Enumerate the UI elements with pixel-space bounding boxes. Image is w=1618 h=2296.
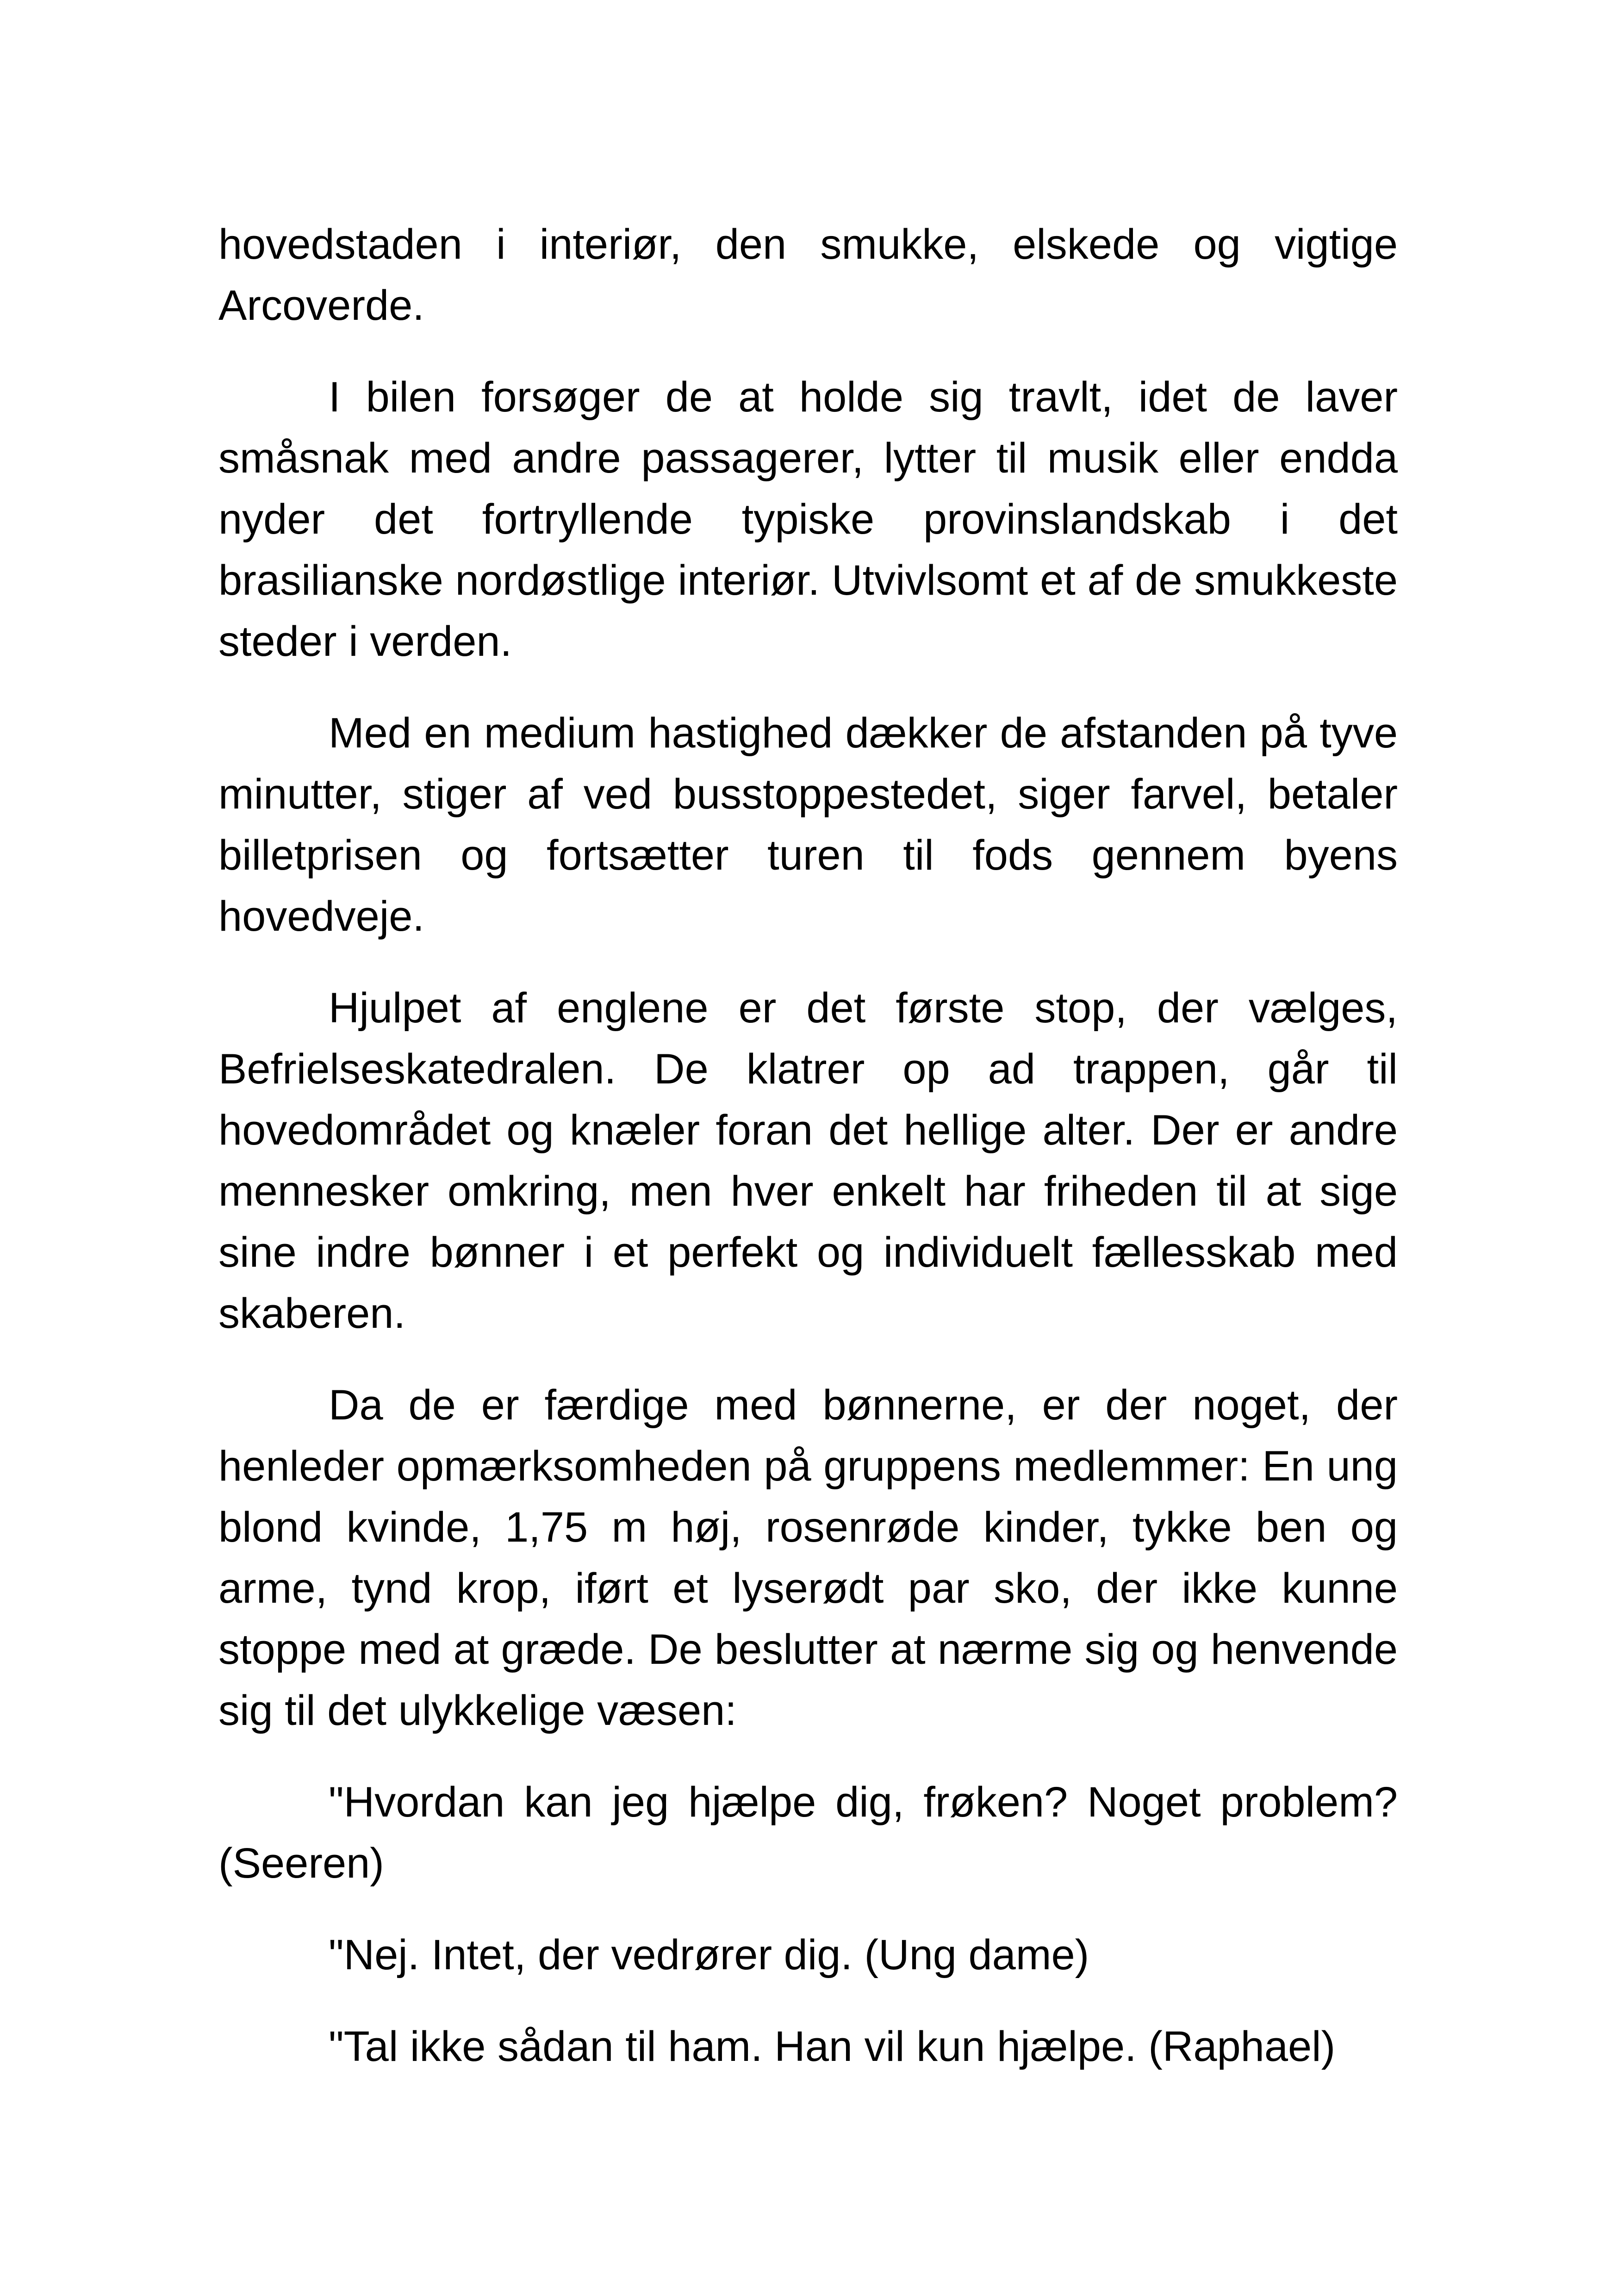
paragraph-1: hovedstaden i interiør, den smukke, elskede og vigtige Arcoverde. xyxy=(218,221,1398,329)
paragraph-3: Med en medium hastighed dækker de afstanden på tyve minutter, stiger af ved busstoppestedet, siger farvel, betaler billetprisen og fortsætter turen til fods gennem byens hovedveje. xyxy=(218,709,1398,940)
dialogue-line-1: "Hvordan kan jeg hjælpe dig, frøken? Noget problem? (Seeren) xyxy=(218,1779,1398,1887)
paragraph-2: I bilen forsøger de at holde sig travlt, idet de laver småsnak med andre passagerer, lytter til musik eller endda nyder det fortryllende typiske provinslandskab i det brasilianske nordøstlige interiør. Utvivlsomt et af de smukkeste steder i verden. xyxy=(218,373,1398,665)
dialogue-line-3: "Tal ikke sådan til ham. Han vil kun hjælpe. (Raphael) xyxy=(329,2023,1336,2070)
body-text xyxy=(218,214,1398,2077)
paragraph-4: Hjulpet af englene er det første stop, der vælges, Befrielseskatedralen. De klatrer op ad trappen, går til hovedområdet og knæler foran det hellige alter. Der er andre mennesker omkring, men hver enkelt har friheden til at sige sine indre bønner i et perfekt og individuelt fællesskab med skaberen. xyxy=(218,984,1398,1337)
dialogue-line-2: "Nej. Intet, der vedrører dig. (Ung dame) xyxy=(329,1931,1089,1979)
paragraph-5: Da de er færdige med bønnerne, er der noget, der henleder opmærksomheden på gruppens medlemmer: En ung blond kvinde, 1,75 m høj, rosenrøde kinder, tykke ben og arme, tynd krop, iført et lyserødt par sko, der ikke kunne stoppe med at græde. De beslutter at nærme sig og henvende sig til det ulykkelige væsen: xyxy=(218,1381,1398,1734)
